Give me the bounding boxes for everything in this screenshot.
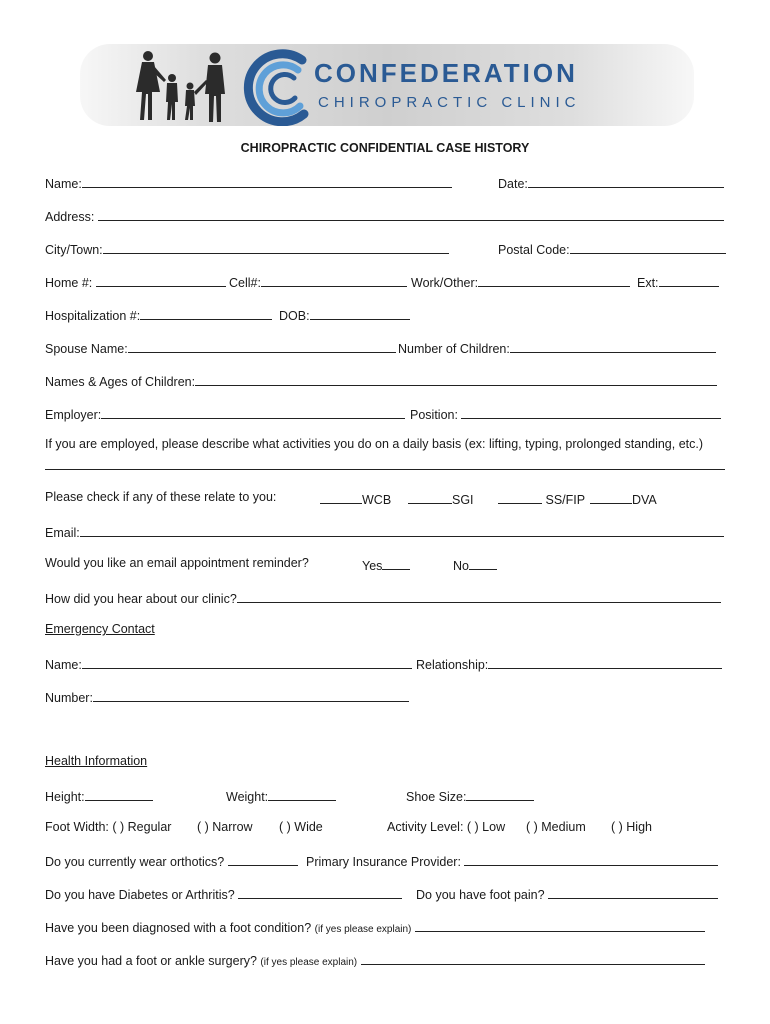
dob-field[interactable] [310, 306, 410, 320]
yes-label: Yes [362, 559, 383, 573]
email-row [45, 523, 725, 541]
children-names-field[interactable] [195, 372, 717, 386]
activity-medium-option[interactable]: ( ) Medium [526, 820, 586, 834]
diabetes-field[interactable] [238, 885, 402, 899]
phone-row [45, 273, 725, 291]
foot-pain-label: Do you have foot pain? [416, 888, 545, 902]
clinic-name: CONFEDERATION [314, 58, 578, 88]
ssfip-checkbox[interactable] [498, 490, 542, 504]
emergency-name-label: Name: [45, 658, 82, 672]
city-postal-row [45, 240, 725, 258]
shoe-size-label: Shoe Size: [406, 790, 467, 804]
work-phone-field[interactable] [478, 273, 630, 287]
referral-label: How did you hear about our clinic? [45, 592, 237, 606]
check-row [45, 490, 725, 508]
children-names-label: Names & Ages of Children: [45, 375, 196, 389]
employer-field[interactable] [101, 405, 405, 419]
foot-condition-label: Have you been diagnosed with a foot condition? [45, 921, 312, 935]
width-activity-row [45, 820, 725, 838]
diabetes-row [45, 885, 725, 903]
reminder-yes-field[interactable] [382, 556, 410, 570]
surgery-note: (if yes please explain) [260, 957, 358, 968]
cell-label: Cell#: [229, 276, 261, 290]
children-names-row [45, 372, 725, 390]
foot-condition-row [45, 918, 725, 936]
referral-row [45, 589, 725, 607]
orthotics-label: Do you currently wear orthotics? [45, 855, 225, 869]
employer-row [45, 405, 725, 423]
check-label: Please check if any of these relate to you: [45, 490, 277, 504]
shoe-size-field[interactable] [466, 787, 534, 801]
foot-width-wide-option[interactable]: ( ) Wide [279, 820, 323, 834]
ssfip-label: SS/FIP [545, 493, 586, 507]
emergency-name-row [45, 655, 725, 673]
children-count-label: Number of Children: [398, 342, 510, 356]
emergency-name-field[interactable] [82, 655, 412, 669]
weight-label: Weight: [226, 790, 269, 804]
height-label: Height: [45, 790, 85, 804]
emergency-heading: Emergency Contact [45, 622, 155, 636]
wcb-label: WCB [362, 493, 392, 507]
foot-condition-field[interactable] [415, 918, 705, 932]
ext-field[interactable] [659, 273, 719, 287]
home-label: Home #: [45, 276, 93, 290]
ext-label: Ext: [637, 276, 659, 290]
surgery-label: Have you had a foot or ankle surgery? [45, 954, 257, 968]
date-label: Date: [498, 177, 528, 191]
work-label: Work/Other: [411, 276, 479, 290]
orthotics-row [45, 852, 725, 870]
email-field[interactable] [80, 523, 724, 537]
relationship-field[interactable] [488, 655, 722, 669]
insurance-label: Primary Insurance Provider: [306, 855, 461, 869]
foot-condition-note: (if yes please explain) [314, 924, 412, 935]
diabetes-label: Do you have Diabetes or Arthritis? [45, 888, 235, 902]
surgery-row [45, 951, 725, 969]
city-label: City/Town: [45, 243, 103, 257]
cell-phone-field[interactable] [261, 273, 407, 287]
foot-pain-field[interactable] [548, 885, 718, 899]
relationship-label: Relationship: [416, 658, 489, 672]
surgery-field[interactable] [361, 951, 705, 965]
name-label: Name: [45, 177, 82, 191]
orthotics-field[interactable] [228, 852, 298, 866]
postal-label: Postal Code: [498, 243, 570, 257]
sgi-label: SGI [452, 493, 474, 507]
no-label: No [453, 559, 469, 573]
dob-label: DOB: [279, 309, 310, 323]
hospitalization-row [45, 306, 725, 324]
emergency-heading-row [45, 622, 725, 640]
emergency-number-label: Number: [45, 691, 93, 705]
activities-field[interactable] [45, 469, 725, 470]
dva-checkbox[interactable] [590, 490, 632, 504]
spouse-label: Spouse Name: [45, 342, 128, 356]
health-heading: Health Information [45, 754, 148, 768]
home-phone-field[interactable] [96, 273, 226, 287]
health-heading-row [45, 754, 725, 772]
referral-field[interactable] [237, 589, 721, 603]
name-field[interactable] [82, 174, 452, 188]
position-label: Position: [410, 408, 458, 422]
foot-width-narrow-option[interactable]: ( ) Narrow [197, 820, 253, 834]
emergency-number-field[interactable] [93, 688, 409, 702]
activity-low-option[interactable]: Activity Level: ( ) Low [387, 820, 506, 834]
weight-field[interactable] [268, 787, 336, 801]
family-silhouette-logo [120, 48, 240, 124]
reminder-row [45, 556, 725, 574]
name-date-row [45, 174, 725, 192]
dva-label: DVA [632, 493, 657, 507]
emergency-number-row [45, 688, 725, 706]
insurance-field[interactable] [464, 852, 718, 866]
measurements-row [45, 787, 725, 805]
hospitalization-label: Hospitalization #: [45, 309, 141, 323]
address-field[interactable] [98, 207, 724, 221]
height-field[interactable] [85, 787, 153, 801]
postal-field[interactable] [570, 240, 726, 254]
form-title: CHIROPRACTIC CONFIDENTIAL CASE HISTORY [240, 141, 530, 155]
activity-high-option[interactable]: ( ) High [611, 820, 652, 834]
email-label: Email: [45, 526, 80, 540]
reminder-no-field[interactable] [469, 556, 497, 570]
hospitalization-field[interactable] [140, 306, 272, 320]
activities-question: If you are employed, please describe what activities you do on a daily basis (ex: lifting, typing, prolonged standing, etc.) [45, 437, 704, 451]
employer-label: Employer: [45, 408, 102, 422]
foot-width-regular-option[interactable]: Foot Width: ( ) Regular [45, 820, 172, 834]
clinic-subtitle: CHIROPRACTIC CLINIC [318, 94, 581, 111]
children-count-field[interactable] [510, 339, 716, 353]
wcb-checkbox[interactable] [320, 490, 362, 504]
spouse-field[interactable] [128, 339, 396, 353]
date-field[interactable] [528, 174, 724, 188]
reminder-question: Would you like an email appointment reminder? [45, 556, 309, 570]
sgi-checkbox[interactable] [408, 490, 452, 504]
address-row [45, 207, 725, 225]
spouse-row [45, 339, 725, 357]
position-field[interactable] [461, 405, 721, 419]
activities-row [45, 437, 725, 455]
city-field[interactable] [103, 240, 449, 254]
swirl-logo-mark [232, 48, 324, 126]
address-label: Address: [45, 210, 95, 224]
